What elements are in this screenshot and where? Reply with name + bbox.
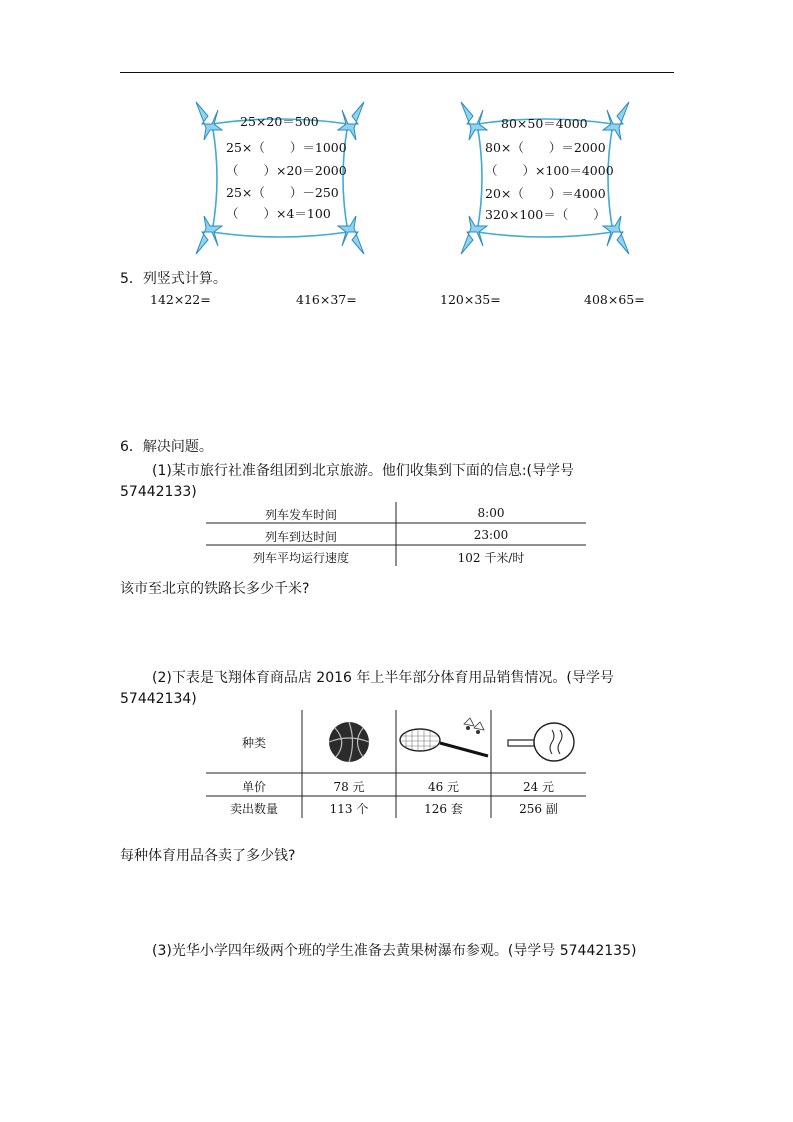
qty-value: 113 个 — [329, 802, 369, 816]
equation-line: 80×（ ）＝2000 — [485, 140, 606, 155]
table-value: 102 千米/时 — [457, 551, 525, 565]
sales-table — [206, 710, 586, 818]
table-label: 列车发车时间 — [264, 508, 337, 522]
price-value: 46 元 — [427, 780, 460, 794]
equation-frame-2 — [455, 98, 635, 258]
category-label: 种类 — [241, 736, 266, 750]
equation-line: （ ）×4＝100 — [226, 206, 331, 221]
calc-problem: 416×37= — [296, 292, 357, 307]
equation-line: （ ）×100＝4000 — [485, 163, 614, 178]
table-label: 列车平均运行速度 — [252, 551, 349, 565]
equation-line: 320×100＝（ ） — [485, 207, 606, 222]
table-value: 8:00 — [477, 506, 505, 520]
equation-line: 25×（ ）－250 — [226, 185, 339, 200]
q6-p3-text: (3)光华小学四年级两个班的学生准备去黄果树瀑布参观。(导学号 57442135) — [152, 943, 637, 959]
q6-p2-question: 每种体育用品各卖了多少钱? — [120, 848, 296, 864]
q6-heading: 6．解决问题。 — [120, 439, 213, 455]
q6-p2-text: (2)下表是飞翔体育商品店 2016 年上半年部分体育用品销售情况。(导学号 — [152, 670, 614, 686]
qty-value: 126 套 — [424, 802, 463, 816]
train-info-table — [206, 502, 586, 566]
q6-p1-text-cont: 57442133) — [120, 484, 197, 500]
price-value: 24 元 — [522, 780, 555, 794]
q6-p2-text-cont: 57442134) — [120, 691, 197, 707]
calc-problem: 142×22= — [150, 292, 211, 307]
equation-line: 80×50＝4000 — [501, 116, 588, 131]
badminton-icon — [398, 716, 490, 768]
equation-line: （ ）×20＝2000 — [226, 163, 347, 178]
table-value: 23:00 — [473, 528, 509, 542]
q6-p1-text: (1)某市旅行社准备组团到北京旅游。他们收集到下面的信息:(导学号 — [152, 463, 575, 479]
price-value: 78 元 — [333, 780, 365, 794]
q5-heading: 5．列竖式计算。 — [120, 271, 227, 287]
qty-value: 256 副 — [519, 802, 558, 816]
qty-row-label: 卖出数量 — [229, 802, 278, 816]
pingpong-paddle-icon — [506, 720, 578, 764]
basketball-icon — [326, 720, 372, 764]
top-rule — [120, 72, 674, 73]
price-row-label: 单价 — [241, 780, 266, 794]
equation-frame-1 — [190, 98, 370, 258]
equation-line: 25×（ ）＝1000 — [226, 140, 347, 155]
calc-problem: 408×65= — [584, 292, 645, 307]
table-label: 列车到达时间 — [264, 530, 337, 544]
equation-line: 20×（ ）＝4000 — [485, 186, 606, 201]
calc-problem: 120×35= — [440, 292, 501, 307]
q6-p1-question: 该市至北京的铁路长多少千米? — [120, 581, 310, 597]
equation-line: 25×20＝500 — [240, 114, 319, 129]
